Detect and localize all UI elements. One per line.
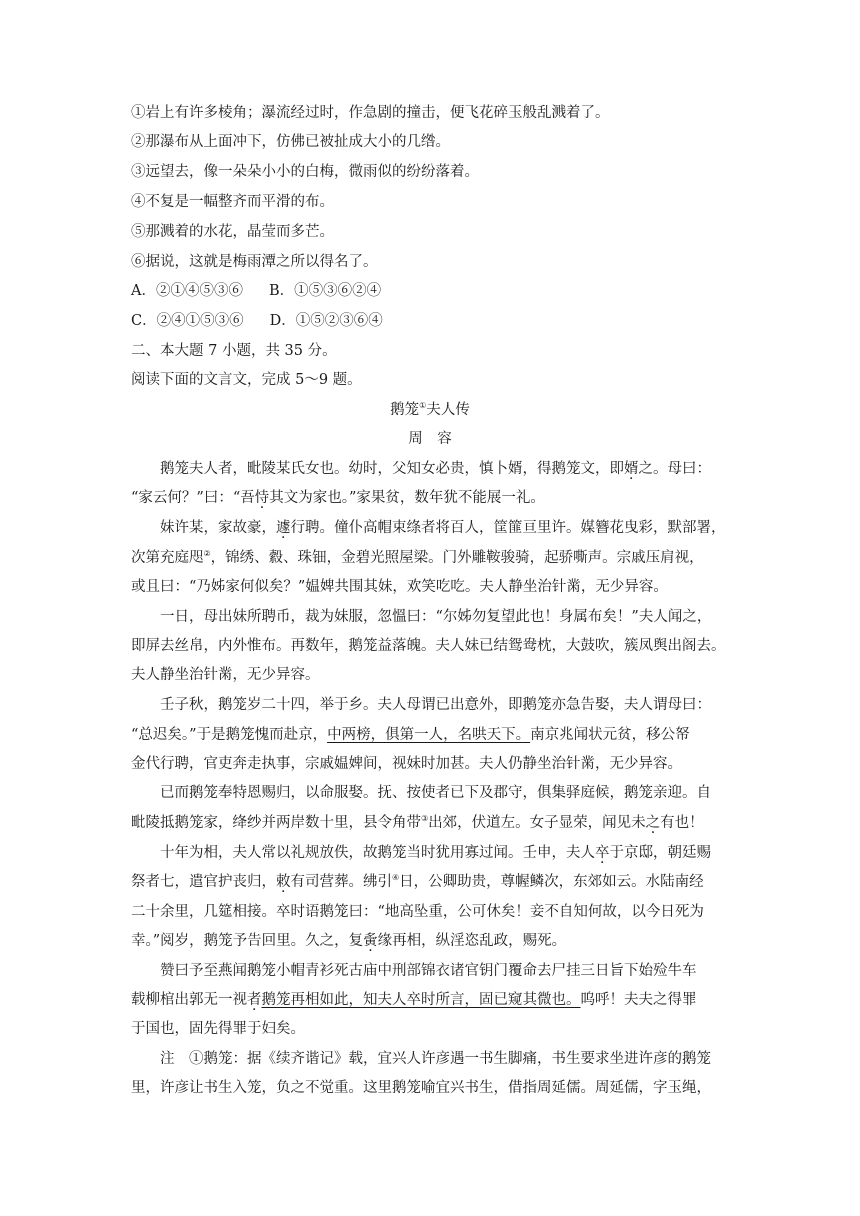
option-d: D．①⑤②③⑥④ bbox=[269, 313, 383, 329]
paragraph-line: 毗陵抵鹅笼家，绛纱并两岸数十里，县令角带③出郊，伏道左。女子显荣，闻见未之有也！ bbox=[131, 814, 704, 831]
paragraph-line: “总迟矣。”于是鹅笼愧而赴京，中两榜，俱第一人，名哄天下。南京兆闻状元贫，移公帑 bbox=[131, 727, 690, 743]
underlined-sentence: 中两榜，俱第一人，名哄天下。 bbox=[327, 727, 531, 743]
article-title: 鹅笼①夫人传 bbox=[390, 401, 470, 418]
footnote-line: 里，许彦让书生入笼，负之不觉重。这里鹅笼喻宜兴书生，借指周延儒。周延儒，字玉绳， bbox=[131, 1080, 711, 1096]
footnote-marker: ③ bbox=[421, 814, 429, 823]
sentence-1: ①岩上有许多棱角；瀑流经过时，作急剧的撞击，便飞花碎玉般乱溅着了。 bbox=[131, 105, 610, 121]
dotted-word: 婿 bbox=[624, 461, 639, 477]
paragraph-line: 即屏去丝帛，内外惟布。再数年，鹅笼益落魄。夫人妹已结鸳鸯枕，大鼓吹，簇凤舆出阁去。 bbox=[131, 638, 726, 654]
paragraph-line: 一日，母出妹所聘币，裁为妹服，忽慍曰：“尔姊勿复望此也！身属布矣！”夫人闻之， bbox=[160, 609, 712, 625]
underlined-sentence: 鹅笼再相如此，知夫人卒时所言，固已窥其微也。 bbox=[261, 992, 581, 1008]
paragraph-line: “家云何？”曰：“吾恃其文为家也。”家果贫，数年犹不能展一礼。 bbox=[131, 490, 545, 506]
options-row-2 bbox=[131, 311, 383, 331]
dotted-word: 遽 bbox=[276, 520, 291, 536]
section-heading: 二、本大题 7 小题，共 35 分。 bbox=[131, 343, 337, 359]
sentence-5: ⑤那溅着的水花，晶莹而多芒。 bbox=[131, 224, 334, 240]
dotted-word: 敕 bbox=[276, 874, 291, 890]
options-row-1 bbox=[131, 281, 381, 301]
dotted-word: 之 bbox=[645, 815, 661, 831]
sentence-4: ④不复是一幅整齐而平滑的布。 bbox=[131, 194, 334, 210]
footnote-marker: ② bbox=[203, 549, 211, 558]
dotted-word: 恃 bbox=[254, 490, 270, 506]
paragraph-line: 于国也，固先得罪于妇矣。 bbox=[131, 1021, 305, 1037]
dotted-word: 卒 bbox=[595, 845, 610, 861]
dotted-word: 夤 bbox=[363, 933, 378, 949]
paragraph-line: 载柳棺出郭无一视者鹅笼再相如此，知夫人卒时所言，固已窥其微也。呜呼！夫夫之得罪 bbox=[131, 992, 697, 1008]
sentence-3: ③远望去，像一朵朵小小的白梅，微雨似的纷纷落着。 bbox=[131, 164, 479, 180]
paragraph-line: 鹅笼夫人者，毗陵某氏女也。幼时，父知女必贵，慎卜婿，得鹅笼文，即婿之。母曰： bbox=[160, 461, 711, 477]
footnote-marker: ④ bbox=[392, 873, 400, 882]
paragraph-line: 妹许某，家故豪，遽行聘。僮仆高帽束绦者将百人，筐篚亘里许。媒簪花曳彩，默部署， bbox=[160, 520, 726, 536]
option-a: A．②①④⑤③⑥ bbox=[131, 283, 243, 299]
paragraph-line: 十年为相，夫人常以礼规放佚，故鹅笼当时犹用寡过闻。壬申，夫人卒于京邸，朝廷赐 bbox=[160, 845, 711, 861]
dotted-word: 者 bbox=[247, 992, 262, 1008]
paragraph-line: 夫人静坐治针黹，无少异容。 bbox=[131, 667, 320, 683]
paragraph-line: 壬子秋，鹅笼岁二十四，举于乡。夫人母谓已出意外，即鹅笼亦急告娶，夫人谓母曰： bbox=[160, 697, 711, 713]
paragraph-line: 或且曰：“乃姊家何似矣？”媪婢共围其妹，欢笑吃吃。夫人静坐治针黹，无少异容。 bbox=[131, 579, 668, 595]
paragraph-line: 金代行聘，官吏奔走执事，宗戚媪婢间，视妹时加甚。夫人仍静坐治针黹，无少异容。 bbox=[131, 756, 682, 772]
paragraph-line: 二十余里，几筵相接。卒时语鹅笼曰：“地高坠重，公可休矣！妾不自知何故，以今日死为 bbox=[131, 904, 704, 920]
paragraph-line: 祭者七，遣官护丧归，敕有司营葬。绋引④日，公卿助贵，尊幄鳞次，东郊如云。水陆南经 bbox=[131, 873, 704, 890]
article-author: 周 容 bbox=[408, 431, 452, 447]
option-b: B．①⑤③⑥②④ bbox=[268, 283, 382, 299]
paragraph-line: 次第充庭咫②，锦绣、縠、珠钿，金碧光照屋梁。门外雕鞍骏骑，起骄嘶声。宗戚压肩视， bbox=[131, 549, 704, 566]
option-c: C．②④①⑤③⑥ bbox=[131, 313, 244, 329]
paragraph-line: 已而鹅笼奉特恩赐归，以命服娶。抚、按使者已下及郡守，俱集驿庭候，鹅笼亲迎。自 bbox=[160, 785, 711, 801]
paragraph-line: 幸。”阅岁，鹅笼予告回里。久之，复夤缘再相，纵淫恣乱政，赐死。 bbox=[131, 933, 567, 949]
footnote-line: 注 ①鹅笼：据《续齐谐记》载，宜兴人许彦遇一书生脚痛，书生要求坐进许彦的鹅笼 bbox=[160, 1051, 711, 1067]
paragraph-line: 赞曰予至燕闻鹅笼小帽青衫死古庙中刑部锦衣诸官钥门覆命去尸挂三日旨下始殓牛车 bbox=[160, 963, 697, 979]
instruction: 阅读下面的文言文，完成 5～9 题。 bbox=[131, 372, 362, 388]
sentence-2: ②那瀑布从上面冲下，仿佛已被扯成大小的几绺。 bbox=[131, 134, 450, 150]
sentence-6: ⑥据说，这就是梅雨潭之所以得名了。 bbox=[131, 254, 378, 270]
footnote-marker: ① bbox=[419, 401, 427, 410]
